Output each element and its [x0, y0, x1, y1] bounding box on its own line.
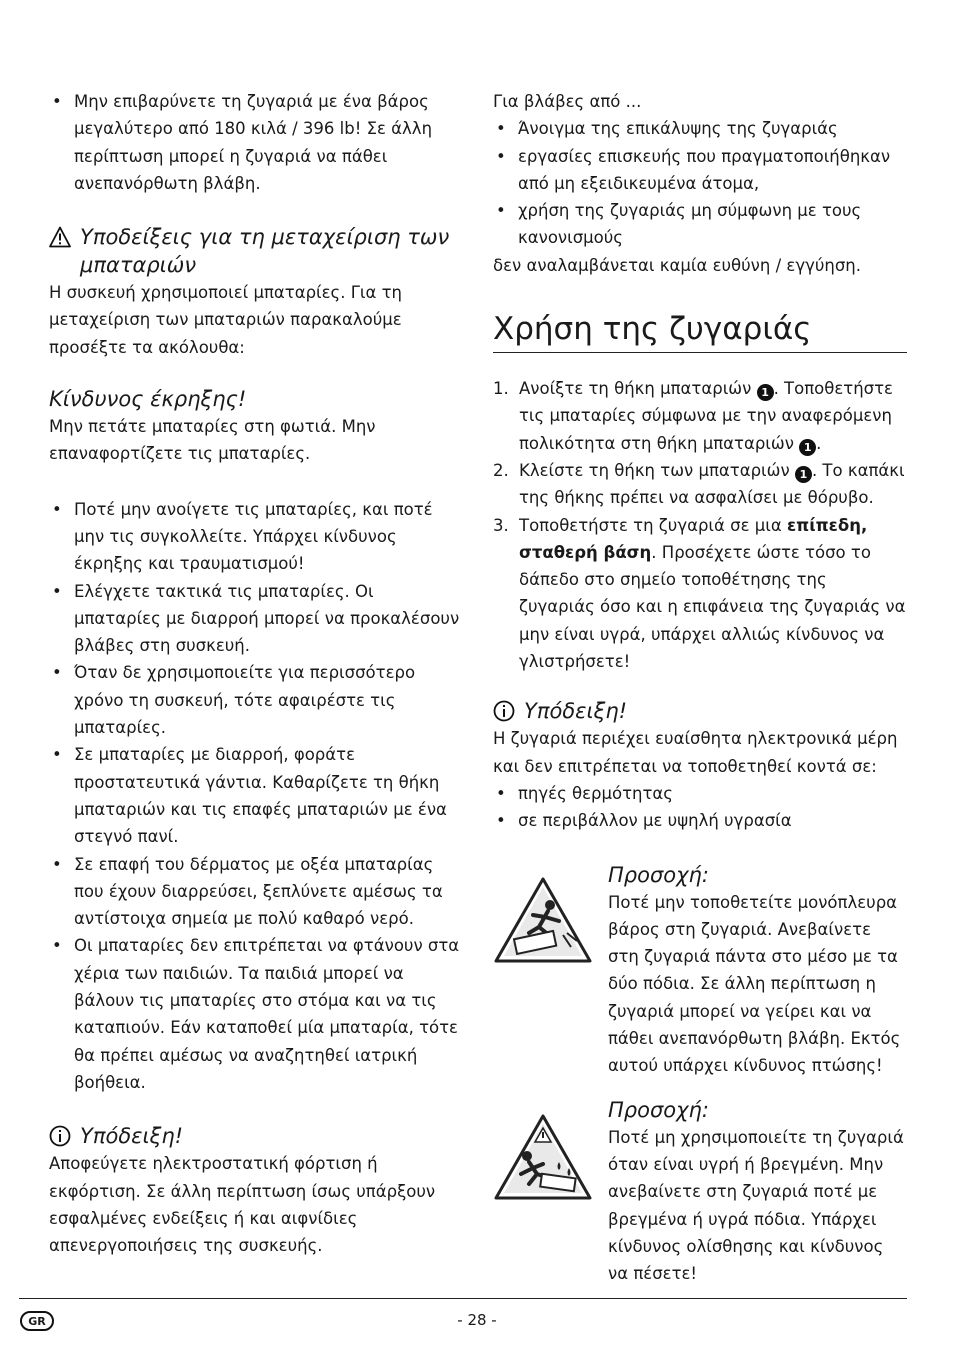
- note-text-right: Η ζυγαριά περιέχει ευαίσθητα ηλεκτρονικά μέρη και δεν επιτρέπεται να τοποθετηθεί κοντά σε:: [493, 729, 898, 776]
- step-item: 2. Κλείστε τη θήκη των μπαταριών 1 . Το καπάκι της θήκης πρέπει να ασφαλίσει με θόρυβο.: [493, 460, 905, 508]
- list-item: • Σε επαφή του δέρματος με οξέα μπαταρίας που έχουν διαρρεύσει, ξεπλύνετε αμέσως τα αντίστοιχα σημεία με πολύ καθαρό νερό.: [49, 851, 461, 933]
- list-item: • Όταν δε χρησιμοποιείτε για περισσότερο χρόνο τη συσκευή, τότε αφαιρέστε τις μπαταρίες.: [49, 659, 461, 741]
- footer-divider: [19, 1298, 907, 1299]
- list-item: • σε περιβάλλον με υψηλή υγρασία: [493, 807, 907, 834]
- right-column: [493, 88, 907, 1287]
- slip-hazard-icon: [493, 1112, 593, 1202]
- danger-heading: Κίνδυνος έκρηξης!: [49, 387, 247, 412]
- steps-list: [493, 375, 907, 675]
- marker-1-icon: 1: [799, 439, 816, 456]
- warning-heading: Προσοχή:: [608, 1097, 709, 1122]
- warning-text: Ποτέ μην τοποθετείτε μονόπλευρα βάρος στη ζυγαριά. Ανεβαίνετε στη ζυγαριά πάντα στο μέσο με τα δύο πόδια. Σε άλλη περίπτωση η ζυγαριά μπορεί να γείρει και να πάθει ανεπανόρθωτη βλάβη. Εκτός αυτού υπάρχει κίνδυνος πτώσης!: [608, 892, 901, 1076]
- info-icon: [493, 700, 515, 722]
- warning-box-wet: [493, 1096, 907, 1288]
- list-item: • εργασίες επισκευής που πραγματοποιήθηκαν από μη εξειδικευμένα άτομα,: [493, 143, 907, 198]
- list-item: • Ελέγχετε τακτικά τις μπαταρίες. Οι μπαταρίες με διαρροή μπορεί να προκαλέσουν βλάβες στη συσκευή.: [49, 578, 461, 660]
- battery-bullet-list: [49, 496, 461, 1097]
- note-text: Αποφεύγετε ηλεκτροστατική φόρτιση ή εκφόρτιση. Σε άλλη περίπτωση ίσως υπάρξουν εσφαλμένες ενδείξεις ή και αιφνίδιες απενεργοποιήσεις της συσκευής.: [49, 1154, 436, 1256]
- step-item: 3. Τοποθετήστε τη ζυγαριά σε μια επίπεδη, σταθερή βάση. Προσέχετε ώστε τόσο το δάπεδο στο σημείο τοποθέτησης της ζυγαριάς όσο και η επιφάνεια της ζυγαριάς να μην είναι υγρά, υπάρχει αλλιώς κίνδυνος να γλιστρήσετε!: [493, 515, 906, 672]
- step-item: 1. Ανοίξτε τη θήκη μπαταριών 1 . Τοποθετήστε τις μπαταρίες σύμφωνα με την αναφερόμενη πολικότητα στη θήκη μπαταριών 1 .: [493, 379, 893, 454]
- fall-hazard-icon: [493, 875, 593, 965]
- marker-1-icon: 1: [795, 466, 812, 483]
- warning-triangle-icon: [49, 226, 71, 248]
- note-heading: Υπόδειξη!: [49, 1122, 461, 1150]
- left-column: [49, 88, 461, 1259]
- warning-heading: Προσοχή:: [608, 862, 709, 887]
- list-item: • πηγές θερμότητας: [493, 780, 907, 807]
- info-icon: [49, 1125, 71, 1147]
- marker-1-icon: 1: [757, 384, 774, 401]
- weight-limit-list: [49, 88, 461, 197]
- damage-list: [493, 115, 907, 251]
- language-badge: GR: [20, 1311, 54, 1331]
- list-item: • Ποτέ μην ανοίγετε τις μπαταρίες, και ποτέ μην τις συγκολλείτε. Υπάρχει κίνδυνος έκρηξης και τραυματισμού!: [49, 496, 461, 578]
- note-heading-right: Υπόδειξη!: [493, 697, 907, 725]
- list-item: • χρήση της ζυγαριάς μη σύμφωνη με τους κανονισμούς: [493, 197, 907, 252]
- danger-text: Μην πετάτε μπαταρίες στη φωτιά. Μην επαναφορτίζετε τις μπαταρίες.: [49, 417, 376, 464]
- damage-intro: Για βλάβες από ...: [493, 92, 642, 111]
- list-item: • Σε μπαταρίες με διαρροή, φοράτε προστατευτικά γάντια. Καθαρίζετε τη θήκη μπαταριών και τις επαφές μπαταριών με ένα στεγνό πανί.: [49, 741, 461, 850]
- warning-box-tipping: [493, 861, 907, 1080]
- note-bullet-list: [493, 780, 907, 835]
- list-item: • Άνοιγμα της επικάλυψης της ζυγαριάς: [493, 115, 907, 142]
- battery-heading: Υποδείξεις για τη μεταχείριση των μπαταριών: [49, 223, 461, 279]
- damage-outro: δεν αναλαμβάνεται καμία ευθύνη / εγγύηση.: [493, 255, 862, 275]
- battery-intro: Η συσκευή χρησιμοποιεί μπαταρίες. Για τη μεταχείριση των μπαταριών παρακαλούμε προσέξτε τα ακόλουθα:: [49, 283, 403, 357]
- warning-text: Ποτέ μη χρησιμοποιείτε τη ζυγαριά όταν είναι υγρή ή βρεγμένη. Μην ανεβαίνετε στη ζυγαριά ποτέ με βρεγμένα ή υγρά πόδια. Υπάρχει κίνδυνος ολίσθησης και κίνδυνος να πέσετε!: [608, 1127, 904, 1284]
- list-item: • Οι μπαταρίες δεν επιτρέπεται να φτάνουν στα χέρια των παιδιών. Τα παιδιά μπορεί να βάλουν τις μπαταρίες στο στόμα και να τις καταπιούν. Εάν καταποθεί μία μπαταρία, τότε θα πρέπει αμέσως να αναζητηθεί ιατρική βοήθεια.: [49, 932, 461, 1096]
- list-item: • Μην επιβαρύνετε τη ζυγαριά με ένα βάρος μεγαλύτερο από 180 κιλά / 396 lb! Σε άλλη περίπτωση μπορεί η ζυγαριά να πάθει ανεπανόρθωτη βλάβη.: [49, 88, 461, 197]
- page-number: - 28 -: [457, 1311, 497, 1329]
- section-title: Χρήση της ζυγαριάς: [493, 309, 907, 353]
